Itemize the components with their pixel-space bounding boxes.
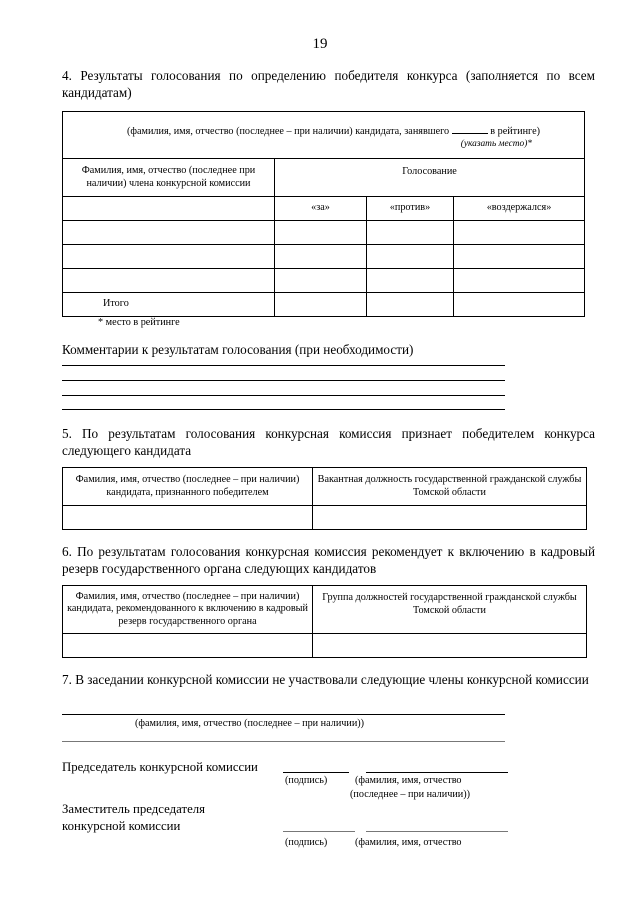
voting-column-header: Голосование [275,159,585,197]
deputy-name-line[interactable] [366,831,508,832]
member-cell[interactable] [63,269,275,293]
reserve-candidate-header: Фамилия, имя, отчество (последнее – при наличии) кандидата, рекомендованного к включению в кадровый резерв государственного органа [63,586,313,634]
table-row [63,634,587,658]
section-5-heading: 5. По результатам голосования конкурсная комиссия признает победителем конкурса следующего кандидата [62,426,595,458]
vote-against-header: «против» [367,197,454,221]
position-group-cell[interactable] [313,634,587,658]
candidate-place-text: (фамилия, имя, отчество (последнее – при наличии) кандидата, занявшего [127,126,450,137]
member-cell[interactable] [63,197,275,221]
winner-name-cell[interactable] [63,506,313,530]
comment-line[interactable] [62,395,505,396]
absent-members-line[interactable] [62,714,505,715]
vote-against-cell[interactable] [367,221,454,245]
vote-against-cell[interactable] [367,269,454,293]
winner-name-header: Фамилия, имя, отчество (последнее – при наличии) кандидата, признанного победителем [63,468,313,506]
vote-abstain-cell[interactable] [454,245,585,269]
deputy-fio-hint: (фамилия, имя, отчество [355,837,462,848]
vote-for-cell[interactable] [275,221,367,245]
member-cell[interactable] [63,221,275,245]
chairman-signature-hint: (подпись) [285,775,328,786]
voting-results-table [62,111,585,317]
table-header-row [63,112,585,159]
vote-against-cell[interactable] [367,245,454,269]
table-row [63,506,587,530]
total-label: Итого [63,293,275,317]
absent-members-hint: (фамилия, имя, отчество (последнее – при наличии)) [135,718,365,729]
table-column-header-row [63,468,587,506]
vote-for-header: «за» [275,197,367,221]
section-6-heading: 6. По результатам голосования конкурсная комиссия рекомендует к включению в кадровый резерв государственного органа следующих кандидатов [62,544,595,576]
vote-for-cell[interactable] [275,245,367,269]
table-row [63,269,585,293]
total-row [63,293,585,317]
place-blank[interactable] [452,125,488,134]
section-4-heading: 4. Результаты голосования по определению победителя конкурса (заполняется по всем кандидатам) [62,68,595,100]
vote-options-row [63,197,585,221]
deputy-label-line2: конкурсной комиссии [62,819,181,833]
comment-line[interactable] [62,365,505,366]
vote-abstain-cell[interactable] [454,269,585,293]
vote-for-cell[interactable] [275,269,367,293]
candidate-place-header [63,112,585,159]
section-7-heading: 7. В заседании конкурсной комиссии не участвовали следующие члены конкурсной комиссии [62,672,589,687]
page-number: 19 [312,36,328,52]
table-column-header-row [63,159,585,197]
chairman-fio-hint: (фамилия, имя, отчество [355,775,462,786]
reserve-table [62,585,587,658]
comments-heading: Комментарии к результатам голосования (при необходимости) [62,342,414,357]
winner-table [62,467,587,530]
chairman-signature-line[interactable] [283,772,349,773]
chairman-fio-hint-2: (последнее – при наличии)) [350,789,471,800]
position-group-header: Группа должностей государственной гражданской службы Томской области [313,586,587,634]
table-row [63,245,585,269]
member-column-header: Фамилия, имя, отчество (последнее при наличии) члена конкурсной комиссии [63,159,275,197]
vacancy-header: Вакантная должность государственной гражданской службы Томской области [313,468,587,506]
deputy-label-line1: Заместитель председателя [62,802,206,816]
place-hint: (указать место)* [460,139,532,149]
absent-members-line[interactable] [62,741,505,742]
member-cell[interactable] [63,245,275,269]
vote-abstain-header: «воздержался» [454,197,585,221]
total-abstain-cell[interactable] [454,293,585,317]
chairman-name-line[interactable] [366,772,508,773]
table-column-header-row [63,586,587,634]
total-against-cell[interactable] [367,293,454,317]
vacancy-cell[interactable] [313,506,587,530]
deputy-signature-hint: (подпись) [285,837,328,848]
reserve-candidate-cell[interactable] [63,634,313,658]
table-row [63,221,585,245]
candidate-place-suffix: в рейтинге) [490,126,540,137]
deputy-signature-line[interactable] [283,831,355,832]
vote-abstain-cell[interactable] [454,221,585,245]
rating-footnote: * место в рейтинге [98,317,180,328]
total-for-cell[interactable] [275,293,367,317]
comment-line[interactable] [62,409,505,410]
chairman-label: Председатель конкурсной комиссии [62,760,258,774]
comment-line[interactable] [62,380,505,381]
